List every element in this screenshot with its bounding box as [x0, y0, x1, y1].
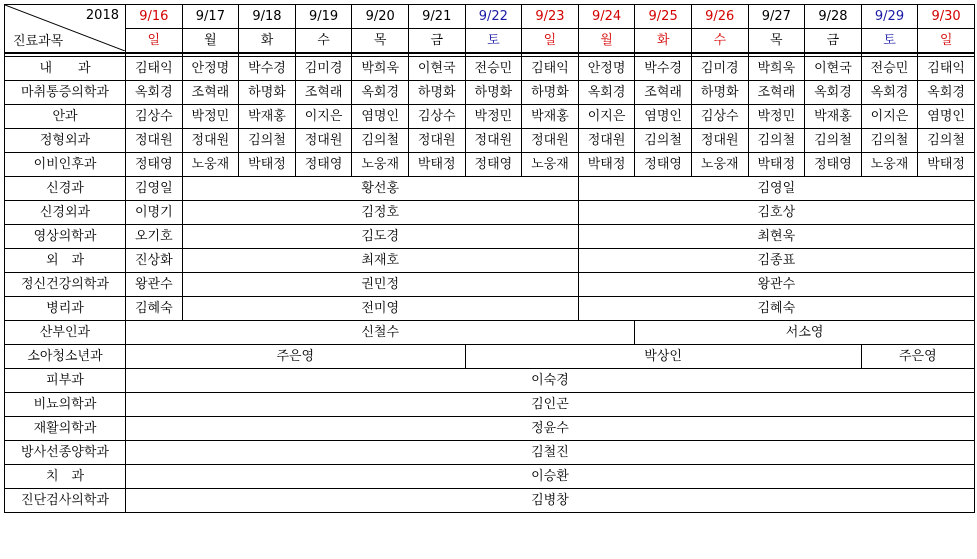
doctor-cell: 김의철	[635, 129, 692, 153]
doctor-cell: 김의철	[861, 129, 918, 153]
doctor-cell: 황선홍	[182, 177, 578, 201]
doctor-cell: 안정명	[182, 57, 239, 81]
date-header: 9/19	[295, 5, 352, 29]
doctor-cell: 박태정	[918, 153, 975, 177]
doctor-cell: 정태영	[635, 153, 692, 177]
doctor-cell: 권민정	[182, 273, 578, 297]
doctor-cell: 염명인	[918, 105, 975, 129]
department-name: 정형외과	[5, 129, 126, 153]
weekday-header: 월	[578, 29, 635, 54]
duty-roster-table	[4, 4, 975, 513]
doctor-cell: 진상화	[126, 249, 183, 273]
doctor-cell: 박수경	[635, 57, 692, 81]
department-row	[5, 177, 975, 201]
department-name: 재활의학과	[5, 417, 126, 441]
doctor-cell: 왕관수	[578, 273, 974, 297]
date-header: 9/28	[805, 5, 862, 29]
doctor-cell: 박태정	[239, 153, 296, 177]
doctor-cell: 박태정	[748, 153, 805, 177]
department-row	[5, 225, 975, 249]
doctor-cell: 조혁래	[182, 81, 239, 105]
doctor-cell: 김태익	[918, 57, 975, 81]
doctor-cell: 박태정	[408, 153, 465, 177]
department-row	[5, 489, 975, 513]
weekday-header: 월	[182, 29, 239, 54]
doctor-cell: 정대원	[182, 129, 239, 153]
department-name: 마취통증의학과	[5, 81, 126, 105]
doctor-cell: 최재호	[182, 249, 578, 273]
department-name: 신경과	[5, 177, 126, 201]
doctor-cell: 정대원	[465, 129, 522, 153]
department-row	[5, 273, 975, 297]
weekday-header: 화	[635, 29, 692, 54]
date-header: 9/16	[126, 5, 183, 29]
doctor-cell: 조혁래	[295, 81, 352, 105]
doctor-cell: 주은영	[126, 345, 466, 369]
doctor-cell: 김의철	[805, 129, 862, 153]
department-row	[5, 345, 975, 369]
doctor-cell: 옥회경	[918, 81, 975, 105]
department-name: 안과	[5, 105, 126, 129]
dept-column-label: 진료과목	[13, 34, 64, 49]
department-name: 비뇨의학과	[5, 393, 126, 417]
year-label: 2018	[85, 8, 119, 23]
doctor-cell: 박희욱	[748, 57, 805, 81]
doctor-cell: 옥회경	[126, 81, 183, 105]
doctor-cell: 전승민	[861, 57, 918, 81]
doctor-cell: 이지은	[295, 105, 352, 129]
doctor-cell: 이숙경	[126, 369, 975, 393]
doctor-cell: 이명기	[126, 201, 183, 225]
doctor-cell: 김혜숙	[126, 297, 183, 321]
doctor-cell: 정태영	[295, 153, 352, 177]
doctor-cell: 김의철	[352, 129, 409, 153]
date-header: 9/25	[635, 5, 692, 29]
doctor-cell: 김인곤	[126, 393, 975, 417]
doctor-cell: 박재홍	[239, 105, 296, 129]
department-row	[5, 393, 975, 417]
department-row	[5, 465, 975, 489]
doctor-cell: 박정민	[748, 105, 805, 129]
date-header: 9/18	[239, 5, 296, 29]
doctor-cell: 조혁래	[635, 81, 692, 105]
doctor-cell: 정태영	[805, 153, 862, 177]
doctor-cell: 전승민	[465, 57, 522, 81]
doctor-cell: 정태영	[465, 153, 522, 177]
doctor-cell: 이지은	[578, 105, 635, 129]
department-row	[5, 297, 975, 321]
doctor-cell: 정윤수	[126, 417, 975, 441]
doctor-cell: 하명화	[522, 81, 579, 105]
doctor-cell: 이지은	[861, 105, 918, 129]
doctor-cell: 김호상	[578, 201, 974, 225]
date-header: 9/27	[748, 5, 805, 29]
doctor-cell: 염명인	[635, 105, 692, 129]
doctor-cell: 하명화	[239, 81, 296, 105]
doctor-cell: 왕관수	[126, 273, 183, 297]
department-row	[5, 129, 975, 153]
doctor-cell: 옥회경	[352, 81, 409, 105]
department-name: 정신건강의학과	[5, 273, 126, 297]
doctor-cell: 노웅재	[691, 153, 748, 177]
doctor-cell: 노웅재	[352, 153, 409, 177]
header-date-row	[5, 5, 975, 29]
department-row	[5, 153, 975, 177]
department-name: 치 과	[5, 465, 126, 489]
department-row	[5, 81, 975, 105]
department-name: 방사선종양학과	[5, 441, 126, 465]
doctor-cell: 김혜숙	[578, 297, 974, 321]
weekday-header: 금	[408, 29, 465, 54]
doctor-cell: 하명화	[408, 81, 465, 105]
doctor-cell: 정태영	[126, 153, 183, 177]
weekday-header: 일	[126, 29, 183, 54]
date-header: 9/22	[465, 5, 522, 29]
department-row	[5, 201, 975, 225]
doctor-cell: 김의철	[748, 129, 805, 153]
doctor-cell: 안정명	[578, 57, 635, 81]
doctor-cell: 오기호	[126, 225, 183, 249]
doctor-cell: 정대원	[578, 129, 635, 153]
doctor-cell: 박태정	[578, 153, 635, 177]
department-name: 산부인과	[5, 321, 126, 345]
weekday-header: 금	[805, 29, 862, 54]
doctor-cell: 정대원	[295, 129, 352, 153]
department-name: 피부과	[5, 369, 126, 393]
doctor-cell: 김영일	[126, 177, 183, 201]
doctor-cell: 노웅재	[861, 153, 918, 177]
department-row	[5, 369, 975, 393]
doctor-cell: 박정민	[465, 105, 522, 129]
doctor-cell: 김영일	[578, 177, 974, 201]
doctor-cell: 정대원	[408, 129, 465, 153]
doctor-cell: 김정호	[182, 201, 578, 225]
department-row	[5, 417, 975, 441]
weekday-header: 수	[691, 29, 748, 54]
date-header: 9/29	[861, 5, 918, 29]
doctor-cell: 전미영	[182, 297, 578, 321]
doctor-cell: 신철수	[126, 321, 635, 345]
department-name: 외 과	[5, 249, 126, 273]
doctor-cell: 주은영	[861, 345, 974, 369]
doctor-cell: 김철진	[126, 441, 975, 465]
weekday-header: 수	[295, 29, 352, 54]
date-header: 9/20	[352, 5, 409, 29]
date-header: 9/17	[182, 5, 239, 29]
header-weekday-row	[5, 29, 975, 54]
doctor-cell: 김도경	[182, 225, 578, 249]
doctor-cell: 김상수	[126, 105, 183, 129]
doctor-cell: 김상수	[691, 105, 748, 129]
doctor-cell: 염명인	[352, 105, 409, 129]
doctor-cell: 정대원	[522, 129, 579, 153]
doctor-cell: 옥회경	[805, 81, 862, 105]
doctor-cell: 이승환	[126, 465, 975, 489]
doctor-cell: 김미경	[691, 57, 748, 81]
department-row	[5, 57, 975, 81]
department-name: 병리과	[5, 297, 126, 321]
weekday-header: 일	[918, 29, 975, 54]
weekday-header: 일	[522, 29, 579, 54]
doctor-cell: 이현국	[408, 57, 465, 81]
doctor-cell: 김의철	[239, 129, 296, 153]
department-name: 영상의학과	[5, 225, 126, 249]
doctor-cell: 최현욱	[578, 225, 974, 249]
doctor-cell: 김미경	[295, 57, 352, 81]
doctor-cell: 노웅재	[522, 153, 579, 177]
doctor-cell: 김태익	[126, 57, 183, 81]
doctor-cell: 하명화	[465, 81, 522, 105]
doctor-cell: 박재홍	[805, 105, 862, 129]
department-name: 소아청소년과	[5, 345, 126, 369]
date-header: 9/23	[522, 5, 579, 29]
doctor-cell: 정대원	[126, 129, 183, 153]
date-header: 9/26	[691, 5, 748, 29]
weekday-header: 화	[239, 29, 296, 54]
doctor-cell: 하명화	[691, 81, 748, 105]
header-corner-cell	[5, 5, 126, 54]
date-header: 9/30	[918, 5, 975, 29]
doctor-cell: 박재홍	[522, 105, 579, 129]
date-header: 9/24	[578, 5, 635, 29]
department-name: 내 과	[5, 57, 126, 81]
doctor-cell: 김병창	[126, 489, 975, 513]
department-name: 이비인후과	[5, 153, 126, 177]
department-row	[5, 249, 975, 273]
weekday-header: 토	[465, 29, 522, 54]
doctor-cell: 김종표	[578, 249, 974, 273]
doctor-cell: 김상수	[408, 105, 465, 129]
doctor-cell: 옥회경	[861, 81, 918, 105]
weekday-header: 목	[748, 29, 805, 54]
doctor-cell: 조혁래	[748, 81, 805, 105]
department-name: 진단검사의학과	[5, 489, 126, 513]
weekday-header: 목	[352, 29, 409, 54]
doctor-cell: 김태익	[522, 57, 579, 81]
department-row	[5, 441, 975, 465]
doctor-cell: 노웅재	[182, 153, 239, 177]
department-row	[5, 105, 975, 129]
department-row	[5, 321, 975, 345]
department-name: 신경외과	[5, 201, 126, 225]
doctor-cell: 이현국	[805, 57, 862, 81]
weekday-header: 토	[861, 29, 918, 54]
doctor-cell: 박수경	[239, 57, 296, 81]
doctor-cell: 박상인	[465, 345, 861, 369]
doctor-cell: 박정민	[182, 105, 239, 129]
doctor-cell: 서소영	[635, 321, 975, 345]
doctor-cell: 김의철	[918, 129, 975, 153]
date-header: 9/21	[408, 5, 465, 29]
doctor-cell: 옥회경	[578, 81, 635, 105]
doctor-cell: 박희욱	[352, 57, 409, 81]
doctor-cell: 정대원	[691, 129, 748, 153]
